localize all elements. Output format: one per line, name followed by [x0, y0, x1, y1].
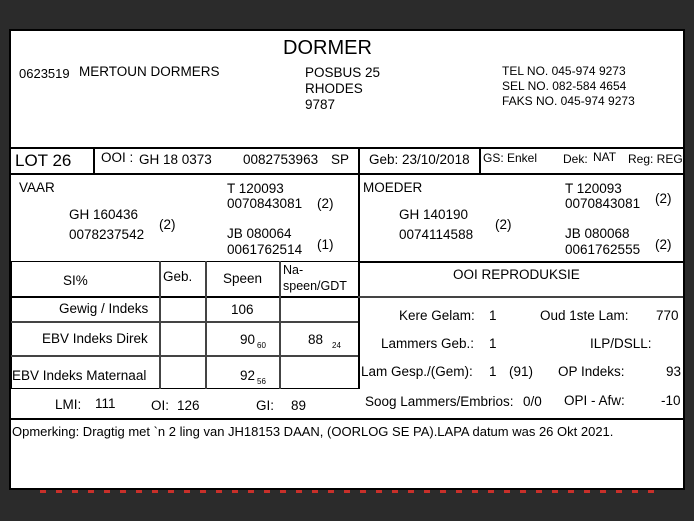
sire-jb-tag: JB 080064: [227, 226, 292, 241]
birth-status: GS: Enkel: [483, 151, 538, 165]
lot-card: [9, 29, 685, 490]
ebv-maternal-label: EBV Indeks Maternaal: [12, 368, 147, 383]
ooi-label: OOI :: [101, 150, 134, 165]
geb-header: Geb.: [163, 269, 193, 284]
repro-title: OOI REPRODUKSIE: [453, 267, 580, 282]
sire-label: VAAR: [19, 180, 55, 195]
indices-col-speen-line: [205, 261, 207, 389]
ooi-number: 0082753963: [243, 152, 319, 167]
breed-title: DORMER: [283, 37, 372, 59]
sire-mark: (2): [159, 217, 176, 232]
sire-t-mark: (2): [317, 196, 334, 211]
indices-col-geb-line: [159, 261, 161, 389]
breeder-id: 0623519: [19, 66, 70, 81]
birth-date: Geb: 23/10/2018: [369, 152, 470, 167]
op-index-label: OP Indeks:: [558, 364, 625, 379]
dam-jb-mark: (2): [655, 237, 672, 252]
indices-row2-line: [11, 355, 359, 357]
dam-tag: GH 140190: [399, 207, 469, 222]
lambs-weaned-avg: (91): [509, 364, 534, 379]
ooi-divider: [358, 147, 360, 173]
fax-number: FAKS NO. 045-974 9273: [502, 94, 635, 108]
sire-t-tag: T 120093: [227, 181, 284, 196]
dek-value: NAT: [593, 150, 617, 164]
sire-jb-mark: (1): [317, 237, 334, 252]
sire-number: 0078237542: [69, 227, 145, 242]
gi-label: GI:: [256, 398, 275, 413]
age-first-lamb-value: 770: [656, 308, 679, 323]
speen-header: Speen: [223, 271, 263, 286]
suckling-lambs-label: Soog Lammers/Embrios:: [365, 394, 514, 409]
dek-label: Dek:: [563, 152, 588, 166]
indices-row1-line: [11, 321, 359, 323]
lot-number: LOT 26: [15, 151, 72, 170]
oi-value: 126: [177, 398, 200, 413]
lot-divider: [93, 147, 95, 173]
remark-top-line: [11, 418, 683, 420]
naspeen-header: Na- speen/GDT: [283, 263, 347, 293]
age-first-lamb-label: Oud 1ste Lam:: [540, 308, 629, 323]
lot-row-bottom-line: [11, 173, 683, 175]
address-line-1: POSBUS 25: [305, 65, 381, 80]
top-dark-band: [0, 0, 694, 29]
address-line-3: 9787: [305, 97, 336, 112]
lambs-weaned-value: 1: [489, 364, 497, 379]
lambs-born-value: 1: [489, 336, 497, 351]
repro-title-line: [358, 296, 683, 298]
sire-jb-number: 0061762514: [227, 242, 303, 257]
geb-divider: [479, 147, 481, 173]
sire-tag: GH 160436: [69, 207, 139, 222]
dam-t-number: 0070843081: [565, 196, 641, 211]
dam-jb-tag: JB 080068: [565, 226, 630, 241]
repro-left-line: [358, 261, 360, 389]
tel-number: TEL NO. 045-974 9273: [502, 64, 626, 78]
suckling-lambs-value: 0/0: [523, 394, 542, 409]
lambs-born-label: Lammers Geb.:: [381, 336, 475, 351]
weight-index-label: Gewig / Indeks: [59, 301, 149, 316]
bottom-dark-band: [0, 491, 694, 521]
gi-value: 89: [291, 398, 307, 413]
op-index-value: 93: [666, 364, 682, 379]
dam-label: MOEDER: [363, 180, 423, 195]
ebv-direct-naspeen: 88 $_{24}$: [308, 332, 341, 350]
lot-row-top-line: [11, 147, 683, 149]
weight-index-speen: 106: [231, 302, 254, 317]
dam-number: 0074114588: [399, 227, 474, 242]
opi-deviation-label: OPI - Afw:: [564, 393, 625, 408]
breeder-name: MERTOUN DORMERS: [79, 64, 220, 79]
opi-deviation-value: -10: [661, 393, 681, 408]
dam-jb-number: 0061762555: [565, 242, 641, 257]
indices-header-line: [11, 296, 359, 298]
sire-t-number: 0070843081: [227, 196, 303, 211]
ebv-direct-speen: 90 $_{60}$: [240, 332, 266, 350]
si-header: SI%: [63, 273, 88, 288]
ooi-tag: GH 18 0373: [139, 152, 212, 167]
ilp-dsll-label: ILP/DSLL:: [590, 336, 652, 351]
times-lambed-value: 1: [489, 308, 497, 323]
pedigree-divider: [358, 173, 360, 261]
ebv-direct-label: EBV Indeks Direk: [42, 331, 148, 346]
cell-number: SEL NO. 082-584 4654: [502, 79, 627, 93]
reg-status: Reg: REG: [628, 152, 683, 166]
ebv-maternal-speen: 92 $_{56}$: [240, 368, 266, 386]
lambs-weaned-label: Lam Gesp./(Gem):: [361, 364, 473, 379]
dam-t-mark: (2): [655, 191, 672, 206]
lmi-value: 111: [95, 396, 116, 411]
dam-mark: (2): [495, 217, 512, 232]
remark-text: Opmerking: Dragtig met `n 2 ling van JH18153 DAAN, (OORLOG SE PA).LAPA datum was 26 Okt 2021.: [12, 424, 614, 439]
repro-top-line: [358, 261, 683, 263]
indices-col-naspeen-line: [279, 261, 281, 389]
oi-label: OI:: [151, 398, 170, 413]
dam-t-tag: T 120093: [565, 181, 622, 196]
times-lambed-label: Kere Gelam:: [399, 308, 475, 323]
address-line-2: RHODES: [305, 81, 363, 96]
lmi-label: LMI:: [55, 397, 82, 412]
ooi-sp: SP: [331, 152, 350, 167]
